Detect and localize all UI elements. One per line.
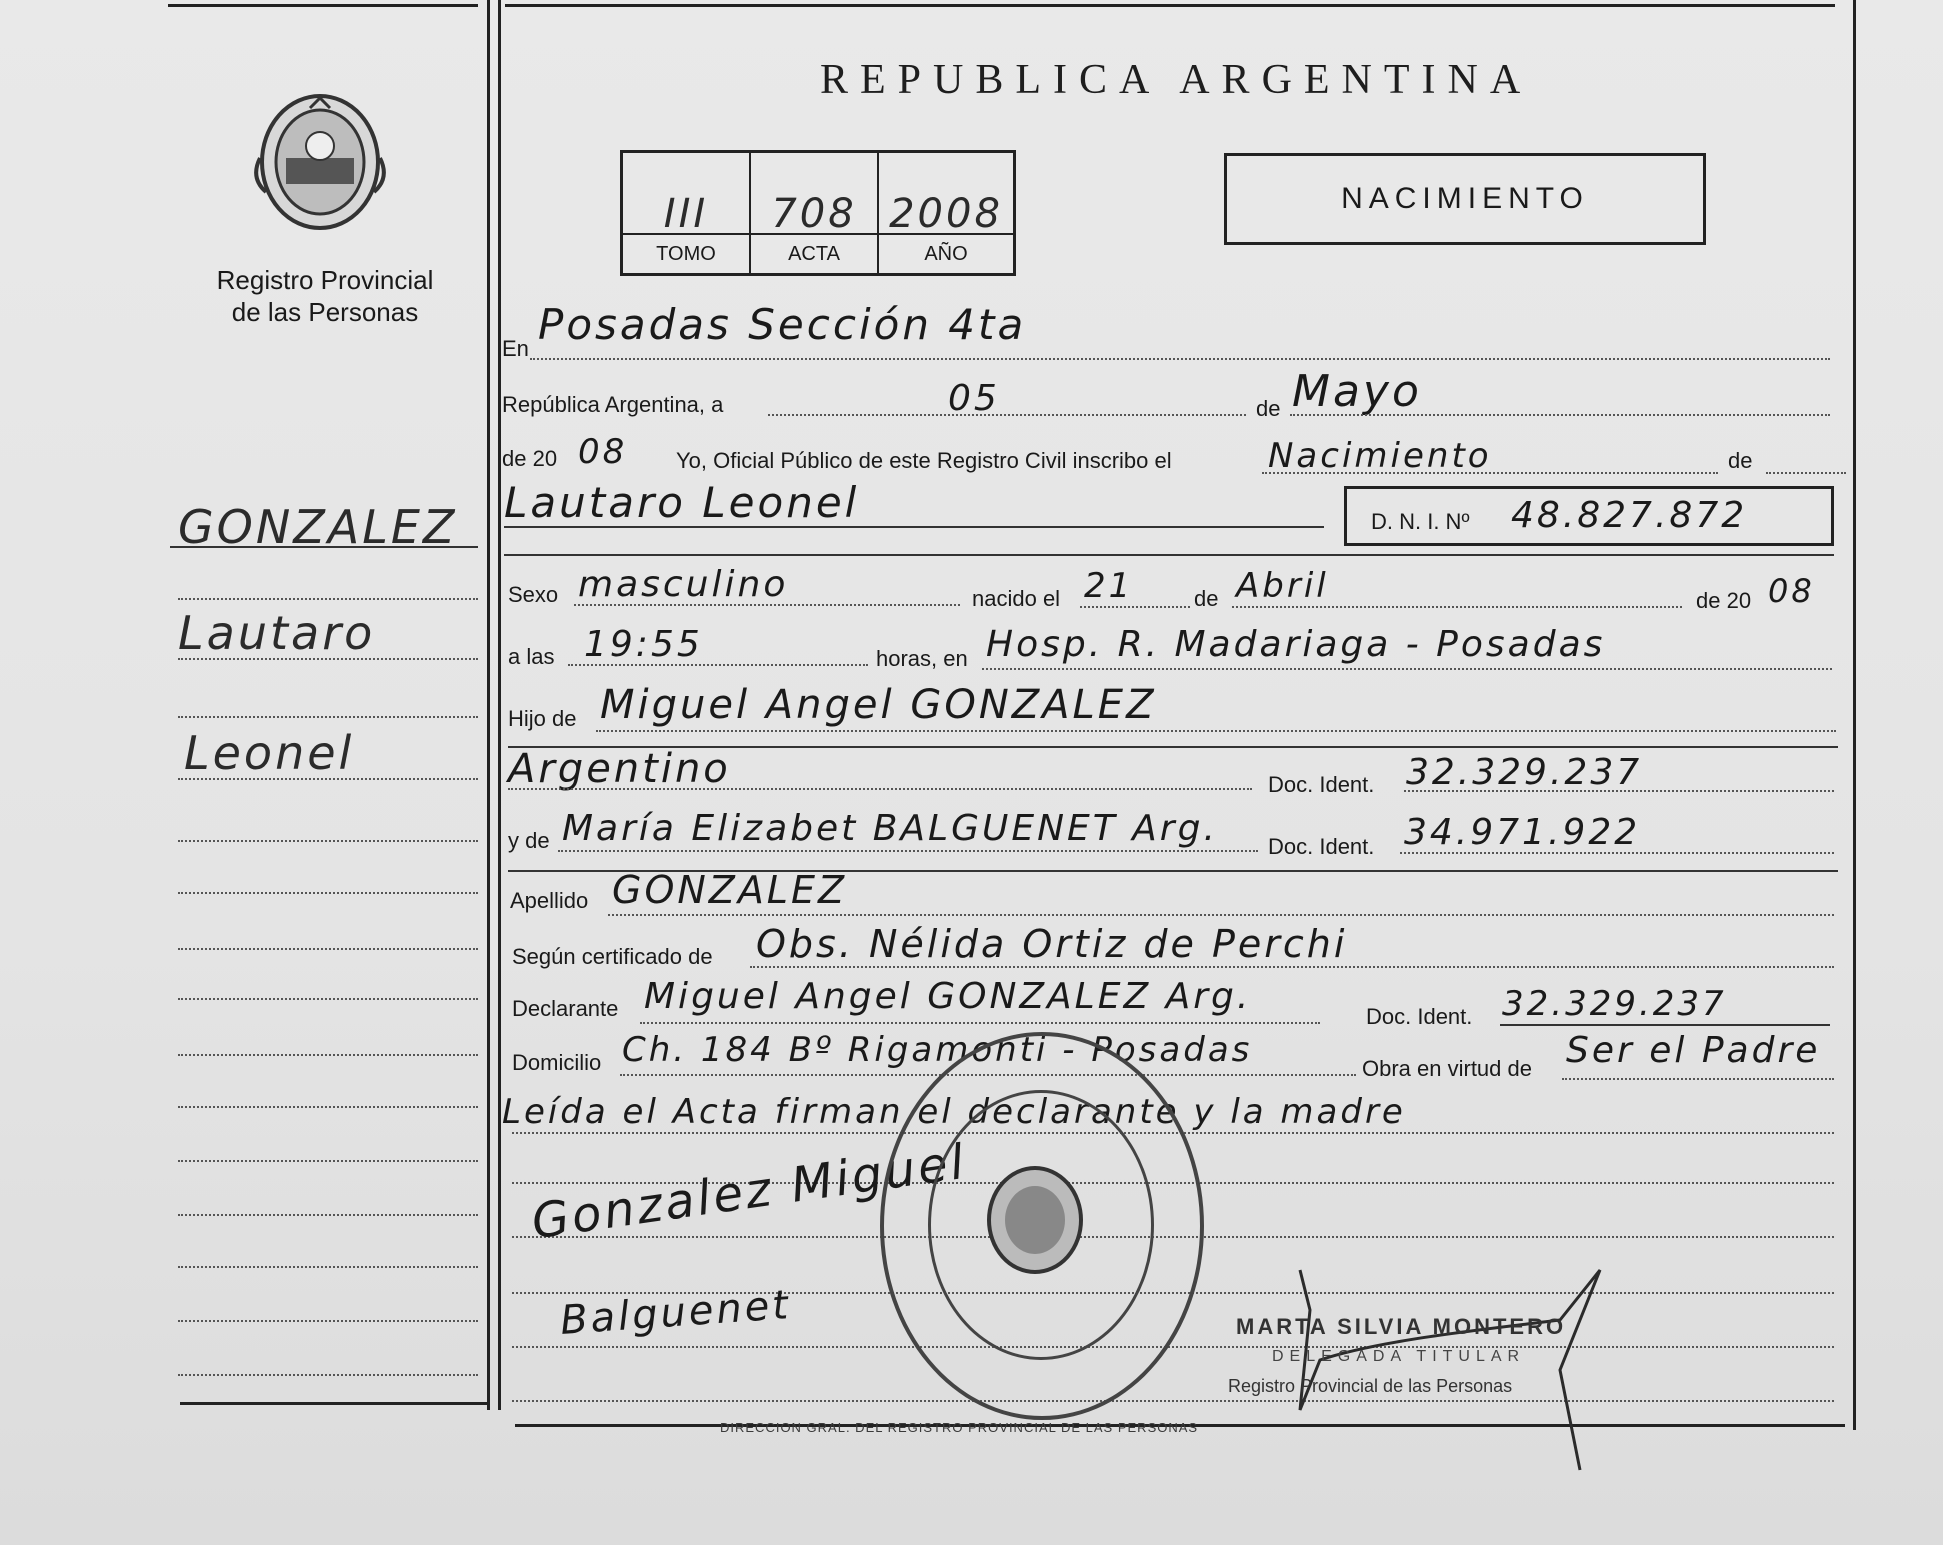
nationality-line — [508, 788, 1252, 790]
margin-line-2 — [178, 658, 478, 660]
sexo-line — [574, 604, 960, 606]
tomo-value: III — [663, 191, 709, 237]
dni-label: D. N. I. Nº — [1371, 509, 1470, 534]
margin-surname-line — [170, 546, 478, 548]
father-line — [596, 730, 1836, 732]
margin-line-3 — [178, 716, 478, 718]
domicilio-label: Domicilio — [512, 1050, 602, 1075]
father-value: Miguel Angel GONZALEZ — [600, 682, 1157, 728]
year-suffix-value: 08 — [578, 432, 628, 472]
child-name-value: Lautaro Leonel — [504, 478, 860, 527]
obra-line — [1562, 1078, 1834, 1080]
blank-line-5 — [512, 1400, 1834, 1402]
margin-line-7 — [178, 948, 478, 950]
event-line — [1262, 472, 1718, 474]
declarante-doc-label: Doc. Ident. — [1366, 1004, 1473, 1029]
registry-name — [180, 264, 470, 328]
yde-label: y de — [508, 828, 550, 853]
ano-value: 2008 — [889, 191, 1003, 237]
book-reference-table — [620, 150, 1016, 276]
registry-line1: Registro Provincial — [216, 265, 434, 295]
birth-place-line — [982, 668, 1832, 670]
mother-doc-line — [1400, 852, 1834, 854]
nacido-label: nacido el — [972, 586, 1061, 611]
margin-line-10 — [178, 1106, 478, 1108]
margin-line-8 — [178, 998, 478, 1000]
apellido-value: GONZALEZ — [612, 868, 848, 912]
provincial-seal-icon — [250, 88, 390, 236]
country-title: REPUBLICA ARGENTINA — [820, 57, 1533, 103]
dni-box — [1344, 486, 1834, 546]
divider-right — [498, 0, 501, 1410]
divider-left — [487, 0, 490, 1410]
dni-value: 48.827.872 — [1511, 495, 1748, 536]
birth-year-suffix: 08 — [1768, 572, 1815, 610]
ano-label: AÑO — [879, 233, 1013, 273]
margin-line-13 — [178, 1266, 478, 1268]
month-value: Mayo — [1292, 366, 1422, 417]
declarante-doc-line — [1500, 1024, 1830, 1026]
tomo-cell — [623, 153, 751, 273]
margin-line-11 — [178, 1160, 478, 1162]
margin-line-6 — [178, 892, 478, 894]
margin-line-14 — [178, 1320, 478, 1322]
official-org: Registro Provincial de las Personas — [1228, 1376, 1513, 1396]
birth-day-value: 21 — [1084, 566, 1134, 606]
margin-line-9 — [178, 1054, 478, 1056]
birth-day-line — [1080, 606, 1190, 608]
father-doc-value: 32.329.237 — [1406, 752, 1643, 793]
mother-value: María Elizabet BALGUENET Arg. — [562, 808, 1218, 849]
child-name-line — [504, 526, 1324, 528]
certificado-value: Obs. Nélida Ortiz de Perchi — [756, 922, 1348, 966]
certificado-line — [750, 966, 1834, 968]
time-value: 19:55 — [584, 624, 703, 665]
official-name: MARTA SILVIA MONTERO — [1236, 1314, 1567, 1339]
official-title: DELEGADA TITULAR — [1272, 1348, 1526, 1365]
margin-surname: GONZALEZ — [178, 500, 458, 554]
declarante-value: Miguel Angel GONZALEZ Arg. — [644, 976, 1252, 1017]
right-border — [1853, 0, 1856, 1430]
declarante-doc-value: 32.329.237 — [1502, 984, 1727, 1024]
domicilio-value: Ch. 184 Bº Rigamonti - Posadas — [622, 1030, 1253, 1070]
month-de-label: de — [1256, 396, 1281, 421]
place-value: Posadas Sección 4ta — [538, 300, 1027, 349]
mother-doc-label: Doc. Ident. — [1268, 834, 1375, 859]
margin-line-1 — [178, 598, 478, 600]
margin-line-15 — [178, 1374, 478, 1376]
obra-value: Ser el Padre — [1566, 1030, 1821, 1071]
stamp-seal-icon — [980, 1160, 1090, 1280]
event-de-label: de — [1728, 448, 1753, 473]
segun-label: Según certificado de — [512, 944, 713, 969]
horas-label: horas, en — [876, 646, 968, 671]
sexo-label: Sexo — [508, 582, 559, 607]
declarante-line — [640, 1022, 1320, 1024]
top-main-rule — [505, 4, 1835, 7]
birth-place-value: Hosp. R. Madariaga - Posadas — [986, 624, 1606, 665]
margin-given2: Leonel — [184, 726, 355, 780]
day-value: 05 — [948, 378, 1000, 419]
republica-label: República Argentina, a — [502, 392, 724, 417]
apellido-label: Apellido — [510, 888, 589, 913]
mother-line — [558, 850, 1258, 852]
year-prefix-label: de 20 — [502, 446, 558, 471]
bottom-left-rule — [180, 1402, 490, 1405]
birth-month-line — [1232, 606, 1682, 608]
signature-mother: Balguenet — [558, 1281, 793, 1345]
margin-line-5 — [178, 840, 478, 842]
margin-line-12 — [178, 1214, 478, 1216]
declarante-label: Declarante — [512, 996, 619, 1021]
sexo-value: masculino — [578, 564, 789, 605]
tomo-label: TOMO — [623, 233, 749, 273]
ano-cell — [879, 153, 1013, 273]
blank-line-4 — [512, 1346, 1834, 1348]
acta-label: ACTA — [751, 233, 877, 273]
month-line — [1290, 414, 1830, 416]
top-left-rule — [168, 4, 478, 7]
birth-month-value: Abril — [1236, 566, 1329, 606]
day-line — [768, 414, 1246, 416]
record-type-box: NACIMIENTO — [1224, 153, 1706, 245]
apellido-line — [608, 914, 1834, 916]
signature-father: Gonzalez Miguel — [528, 1133, 971, 1251]
margin-given1: Lautaro — [178, 606, 376, 660]
event-value: Nacimiento — [1268, 436, 1492, 476]
mother-doc-value: 34.971.922 — [1404, 812, 1641, 853]
obra-label: Obra en virtud de — [1362, 1056, 1532, 1081]
leida-value: Leída el Acta firman el declarante y la madre — [502, 1092, 1406, 1132]
name-row-divider — [504, 554, 1834, 556]
father-doc-line — [1404, 790, 1834, 792]
stamp-text: DIRECCION GRAL. DEL REGISTRO PROVINCIAL DE LAS PERSONAS — [720, 1420, 1199, 1435]
acta-cell — [751, 153, 879, 273]
father-nationality-value: Argentino — [508, 746, 731, 792]
acta-value: 708 — [771, 191, 857, 237]
birth-de-label: de — [1194, 586, 1219, 611]
time-line — [568, 664, 868, 666]
yo-oficial-label: Yo, Oficial Público de este Registro Civil inscribo el — [676, 448, 1172, 473]
margin-line-4 — [178, 778, 478, 780]
en-line — [530, 358, 1830, 360]
hijo-label: Hijo de — [508, 706, 577, 731]
registry-line2: de las Personas — [231, 297, 419, 327]
alas-label: a las — [508, 644, 555, 669]
event-de-line — [1766, 472, 1846, 474]
birth-year-prefix: de 20 — [1696, 588, 1752, 613]
father-doc-label: Doc. Ident. — [1268, 772, 1375, 797]
en-label: En — [502, 336, 529, 361]
